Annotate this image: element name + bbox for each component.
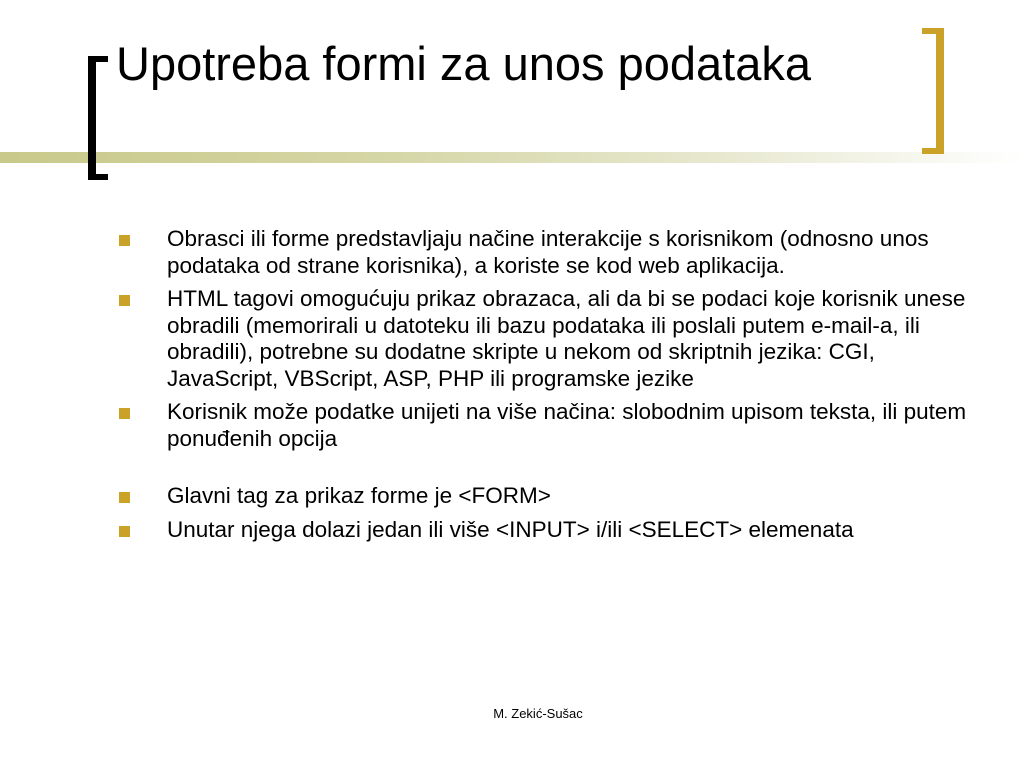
right-bracket-decoration: [922, 28, 944, 154]
bullet-item: [116, 226, 976, 279]
bullet-text: Unutar njega dolazi jedan ili više <INPUT> i/ili <SELECT> elemenata: [167, 516, 854, 542]
bullet-text: Glavni tag za prikaz forme je <FORM>: [167, 483, 551, 508]
bullet-text: Obrasci ili forme predstavljaju načine interakcije s korisnikom (odnosno unos podataka od strane korisnika), a koriste se kod web aplikacija.: [167, 226, 929, 278]
bullet-item: [116, 286, 976, 392]
square-bullet-icon: [119, 235, 130, 246]
bullet-item: [116, 517, 976, 544]
bullet-text: HTML tagovi omogućuju prikaz obrazaca, ali da bi se podaci koje korisnik unese obradili (memorirali u datoteku ili bazu podataka ili poslali putem e-mail-a, ili obradili), potrebne su dodatne skripte u nekom od skriptnih jezika: CGI, JavaScript, VBScript, ASP, PHP ili programske jezike: [167, 286, 966, 391]
bullet-item: [116, 399, 976, 452]
title-underline-band: [0, 152, 1024, 163]
bullet-list: [116, 226, 976, 550]
square-bullet-icon: [119, 526, 130, 537]
bullet-item: [116, 483, 976, 510]
square-bullet-icon: [119, 492, 130, 503]
square-bullet-icon: [119, 408, 130, 419]
slide-title: Upotreba formi za unos podataka: [116, 37, 811, 90]
left-bracket-decoration: [88, 56, 108, 180]
bullet-text: Korisnik može podatke unijeti na više načina: slobodnim upisom teksta, ili putem ponuđenih opcija: [167, 399, 967, 451]
slide-footer-author: M. Zekić-Sušac: [493, 706, 583, 721]
square-bullet-icon: [119, 295, 130, 306]
